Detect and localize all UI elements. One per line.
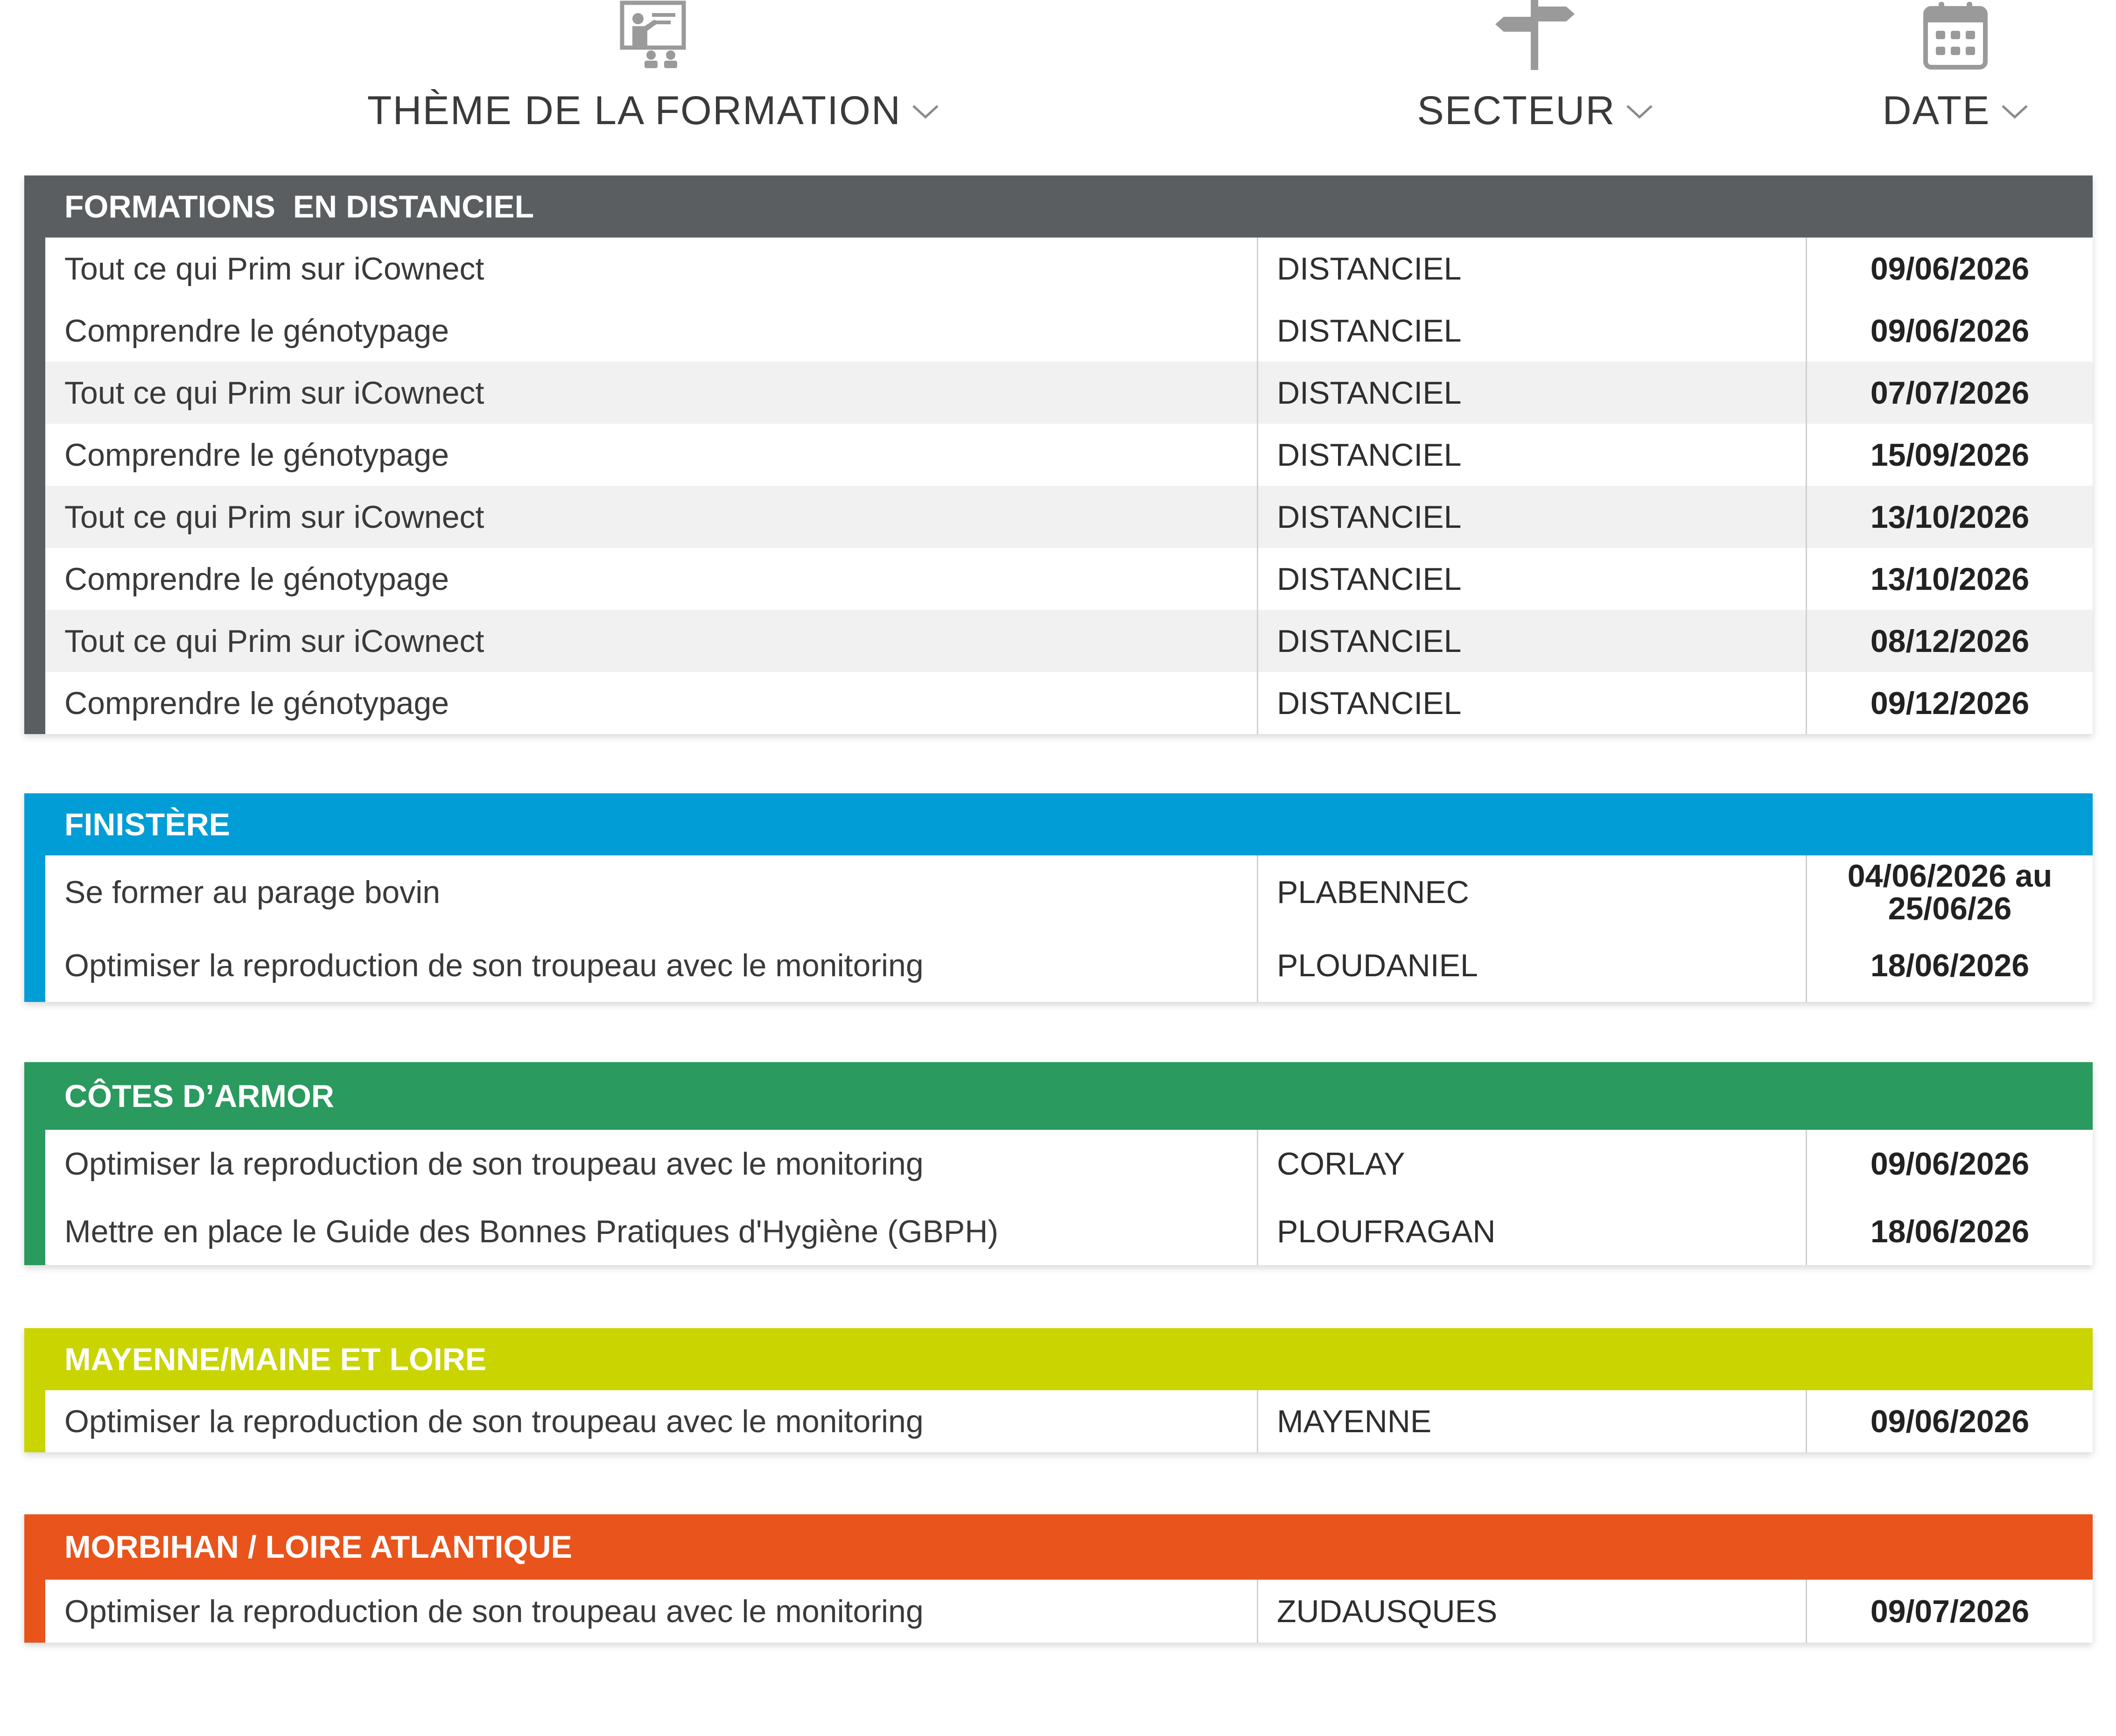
group-color-bar xyxy=(24,793,45,1002)
presentation-board-icon xyxy=(618,0,688,74)
secteur-cell: MAYENNE xyxy=(1258,1390,1807,1452)
group-morbihan xyxy=(24,1514,2093,1643)
theme-cell: Comprendre le génotypage xyxy=(45,672,1258,734)
theme-cell: Optimiser la reproduction de son troupeau avec le monitoring xyxy=(45,1130,1258,1197)
group-title: FORMATIONS EN DISTANCIEL xyxy=(24,175,2093,238)
date-cell: 13/10/2026 xyxy=(1870,499,2030,535)
theme-cell: Optimiser la reproduction de son troupeau avec le monitoring xyxy=(45,1390,1258,1452)
secteur-cell: CORLAY xyxy=(1258,1130,1807,1197)
date-cell: 09/06/2026 xyxy=(1870,1146,2030,1182)
date-column-label: DATE xyxy=(1882,88,1990,133)
theme-column-label: THÈME DE LA FORMATION xyxy=(367,88,902,133)
group-title: CÔTES D’ARMOR xyxy=(24,1062,2093,1130)
theme-cell: Comprendre le génotypage xyxy=(45,300,1258,362)
date-cell: 04/06/2026 au 25/06/26 xyxy=(1847,858,2053,926)
group-distanciel xyxy=(24,175,2093,734)
chevron-down-icon xyxy=(1626,103,1654,119)
theme-column-header[interactable] xyxy=(367,0,924,134)
table-row[interactable] xyxy=(45,610,2093,672)
secteur-column-header[interactable] xyxy=(1417,0,1647,134)
date-cell: 09/06/2026 xyxy=(1870,313,2030,349)
table-row[interactable] xyxy=(45,548,2093,610)
table-row[interactable] xyxy=(45,1130,2093,1197)
date-cell: 09/06/2026 xyxy=(1870,1403,2030,1439)
secteur-cell: ZUDAUSQUES xyxy=(1258,1580,1807,1643)
theme-cell: Tout ce qui Prim sur iCownect xyxy=(45,610,1258,672)
date-cell: 08/12/2026 xyxy=(1870,623,2030,659)
date-cell: 09/12/2026 xyxy=(1870,685,2030,721)
secteur-cell: PLOUFRAGAN xyxy=(1258,1197,1807,1265)
group-color-bar xyxy=(24,1514,45,1643)
date-cell: 18/06/2026 xyxy=(1870,1213,2030,1249)
calendar-icon xyxy=(1923,0,1988,74)
date-cell: 13/10/2026 xyxy=(1870,561,2030,597)
group-finistere xyxy=(24,793,2093,1002)
group-title: FINISTÈRE xyxy=(24,793,2093,855)
secteur-cell: DISTANCIEL xyxy=(1258,362,1807,424)
table-row[interactable] xyxy=(45,1197,2093,1265)
secteur-cell: DISTANCIEL xyxy=(1258,610,1807,672)
date-cell: 09/07/2026 xyxy=(1870,1593,2030,1629)
group-cotes-armor xyxy=(24,1062,2093,1265)
table-row[interactable] xyxy=(45,238,2093,300)
date-cell: 09/06/2026 xyxy=(1870,251,2030,287)
secteur-cell: PLABENNEC xyxy=(1258,855,1807,929)
secteur-cell: DISTANCIEL xyxy=(1258,672,1807,734)
table-row[interactable] xyxy=(45,424,2093,486)
secteur-column-label: SECTEUR xyxy=(1417,88,1616,133)
group-color-bar xyxy=(24,175,45,734)
group-color-bar xyxy=(24,1062,45,1265)
date-column-header[interactable] xyxy=(1882,0,2025,134)
date-cell: 07/07/2026 xyxy=(1870,375,2030,411)
table-row[interactable] xyxy=(45,300,2093,362)
secteur-cell: PLOUDANIEL xyxy=(1258,929,1807,1002)
group-title: MORBIHAN / LOIRE ATLANTIQUE xyxy=(24,1514,2093,1580)
secteur-cell: DISTANCIEL xyxy=(1258,548,1807,610)
date-cell: 18/06/2026 xyxy=(1870,947,2030,983)
group-color-bar xyxy=(24,1328,45,1452)
theme-cell: Mettre en place le Guide des Bonnes Pratiques d'Hygiène (GBPH) xyxy=(45,1197,1258,1265)
secteur-cell: DISTANCIEL xyxy=(1258,300,1807,362)
table-row[interactable] xyxy=(45,362,2093,424)
table-row[interactable] xyxy=(45,929,2093,1002)
table-row[interactable] xyxy=(45,855,2093,929)
table-row[interactable] xyxy=(45,1580,2093,1643)
table-row[interactable] xyxy=(45,486,2093,548)
chevron-down-icon xyxy=(2001,103,2029,119)
theme-cell: Tout ce qui Prim sur iCownect xyxy=(45,362,1258,424)
chevron-down-icon xyxy=(911,103,939,119)
secteur-cell: DISTANCIEL xyxy=(1258,238,1807,300)
secteur-cell: DISTANCIEL xyxy=(1258,424,1807,486)
theme-cell: Se former au parage bovin xyxy=(45,855,1258,929)
group-mayenne xyxy=(24,1328,2093,1452)
theme-cell: Comprendre le génotypage xyxy=(45,424,1258,486)
signpost-icon xyxy=(1493,0,1577,74)
secteur-cell: DISTANCIEL xyxy=(1258,486,1807,548)
theme-cell: Tout ce qui Prim sur iCownect xyxy=(45,238,1258,300)
theme-cell: Tout ce qui Prim sur iCownect xyxy=(45,486,1258,548)
group-title: MAYENNE/MAINE ET LOIRE xyxy=(24,1328,2093,1390)
theme-cell: Optimiser la reproduction de son troupeau avec le monitoring xyxy=(45,929,1258,1002)
theme-cell: Optimiser la reproduction de son troupeau avec le monitoring xyxy=(45,1580,1258,1643)
theme-cell: Comprendre le génotypage xyxy=(45,548,1258,610)
date-cell: 15/09/2026 xyxy=(1870,437,2030,473)
table-row[interactable] xyxy=(45,672,2093,734)
table-row[interactable] xyxy=(45,1390,2093,1452)
